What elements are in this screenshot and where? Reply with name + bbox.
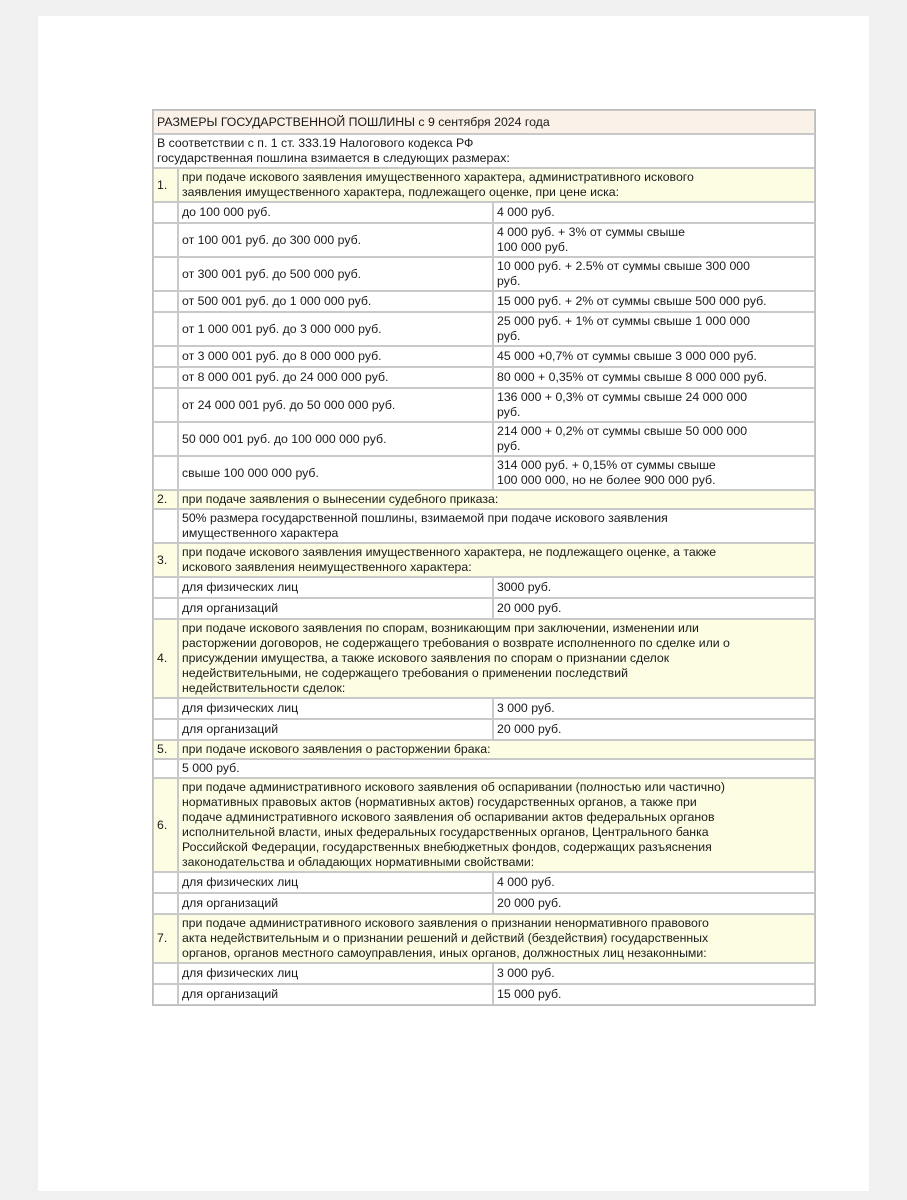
section-heading — [178, 168, 815, 202]
rate-row — [153, 984, 815, 1005]
blank-cell — [153, 422, 178, 456]
blank-cell — [153, 223, 178, 257]
section-heading — [178, 543, 815, 577]
full-cell — [178, 509, 815, 543]
blank-cell — [153, 509, 178, 543]
section-header-row — [153, 740, 815, 759]
text-line: 20 000 руб. — [497, 601, 562, 615]
section-number: 2. — [153, 490, 178, 509]
rate-row — [153, 872, 815, 893]
fee-cell — [493, 422, 815, 456]
rate-row — [153, 346, 815, 367]
document-page — [38, 16, 869, 1191]
rate-row — [153, 223, 815, 257]
text-line: 3 000 руб. — [497, 701, 555, 715]
rate-row — [153, 291, 815, 312]
section-heading — [178, 619, 815, 698]
text-line: при подаче административного искового заявления об оспаривании (полностью или частично) — [182, 780, 725, 794]
text-line: В соответствии с п. 1 ст. 333.19 Налогового кодекса РФ — [157, 136, 474, 150]
text-line: 100 000 руб. — [497, 240, 569, 254]
fee-cell — [493, 346, 815, 367]
blank-cell — [153, 456, 178, 490]
range-cell: от 300 001 руб. до 500 000 руб. — [178, 257, 493, 291]
section-number: 6. — [153, 778, 178, 872]
text-line: 214 000 + 0,2% от суммы свыше 50 000 000 — [497, 424, 748, 438]
rate-row — [153, 422, 815, 456]
text-line: органов, органов местного самоуправления, иных органов, должностных лиц незаконными: — [182, 946, 707, 960]
range-cell: для физических лиц — [178, 577, 493, 598]
title-row — [153, 110, 815, 134]
range-cell: от 24 000 001 руб. до 50 000 000 руб. — [178, 388, 493, 422]
text-line: 20 000 руб. — [497, 722, 562, 736]
rate-row — [153, 893, 815, 914]
text-line: 4 000 руб. — [497, 205, 555, 219]
range-cell: для организаций — [178, 984, 493, 1005]
section-number: 3. — [153, 543, 178, 577]
text-line: 136 000 + 0,3% от суммы свыше 24 000 000 — [497, 390, 748, 404]
fee-cell — [493, 367, 815, 388]
section-header-row — [153, 914, 815, 963]
rate-row — [153, 719, 815, 740]
text-line: 100 000 000, но не более 900 000 руб. — [497, 473, 716, 487]
blank-cell — [153, 598, 178, 619]
section-heading — [178, 490, 815, 509]
title-cell: РАЗМЕРЫ ГОСУДАРСТВЕННОЙ ПОШЛИНЫ с 9 сентября 2024 года — [153, 110, 815, 134]
section-number: 7. — [153, 914, 178, 963]
section-header-row — [153, 619, 815, 698]
text-line: при подаче искового заявления имущественного характера, административного искового — [182, 170, 694, 184]
fee-cell — [493, 202, 815, 223]
text-line: при подаче искового заявления о расторжении брака: — [182, 742, 491, 756]
fee-cell — [493, 598, 815, 619]
fee-cell — [493, 719, 815, 740]
fee-table — [152, 109, 816, 1006]
text-line: 10 000 руб. + 2.5% от суммы свыше 300 000 — [497, 259, 750, 273]
section-header-row — [153, 168, 815, 202]
blank-cell — [153, 257, 178, 291]
text-line: при подаче искового заявления имущественного характера, не подлежащего оценке, а также — [182, 545, 717, 559]
rate-row — [153, 456, 815, 490]
text-line: заявления имущественного характера, подлежащего оценке, при цене иска: — [182, 185, 620, 199]
text-line: 15 000 руб. + 2% от суммы свыше 500 000 руб. — [497, 294, 767, 308]
text-line: 15 000 руб. — [497, 987, 562, 1001]
section-header-row — [153, 543, 815, 577]
fee-cell — [493, 456, 815, 490]
fee-cell — [493, 257, 815, 291]
text-line: при подаче заявления о вынесении судебного приказа: — [182, 492, 499, 506]
text-line: акта недействительным и о признании решений и действий (бездействия) государственных — [182, 931, 709, 945]
blank-cell — [153, 312, 178, 346]
text-line: исполнительной власти, иных федеральных государственных органов, Центрального банка — [182, 825, 709, 839]
rate-row — [153, 312, 815, 346]
full-row — [153, 759, 815, 778]
blank-cell — [153, 719, 178, 740]
text-line: нормативных правовых актов (нормативных актов) государственных органов, а также при — [182, 795, 697, 809]
section-heading — [178, 740, 815, 759]
text-line: 25 000 руб. + 1% от суммы свыше 1 000 000 — [497, 314, 750, 328]
section-number: 4. — [153, 619, 178, 698]
text-line: имущественного характера — [182, 526, 339, 540]
text-line: 50% размера государственной пошлины, взимаемой при подаче искового заявления — [182, 511, 668, 525]
blank-cell — [153, 577, 178, 598]
range-cell: для организаций — [178, 598, 493, 619]
range-cell: от 8 000 001 руб. до 24 000 000 руб. — [178, 367, 493, 388]
text-line: 3 000 руб. — [497, 966, 555, 980]
blank-cell — [153, 698, 178, 719]
intro-cell — [153, 134, 815, 168]
fee-cell — [493, 223, 815, 257]
text-line: руб. — [497, 439, 521, 453]
fee-cell — [493, 963, 815, 984]
range-cell: для организаций — [178, 893, 493, 914]
blank-cell — [153, 759, 178, 778]
fee-cell — [493, 291, 815, 312]
rate-row — [153, 257, 815, 291]
blank-cell — [153, 872, 178, 893]
text-line: государственная пошлина взимается в следующих размерах: — [157, 151, 510, 165]
blank-cell — [153, 388, 178, 422]
fee-cell — [493, 312, 815, 346]
section-number: 5. — [153, 740, 178, 759]
range-cell: до 100 000 руб. — [178, 202, 493, 223]
fee-cell — [493, 984, 815, 1005]
text-line: искового заявления неимущественного характера: — [182, 560, 472, 574]
section-heading — [178, 914, 815, 963]
section-header-row — [153, 490, 815, 509]
text-line: 314 000 руб. + 0,15% от суммы свыше — [497, 458, 716, 472]
blank-cell — [153, 291, 178, 312]
range-cell: для физических лиц — [178, 872, 493, 893]
text-line: 4 000 руб. + 3% от суммы свыше — [497, 225, 686, 239]
range-cell: 50 000 001 руб. до 100 000 000 руб. — [178, 422, 493, 456]
section-number: 1. — [153, 168, 178, 202]
text-line: недействительности сделок: — [182, 681, 346, 695]
blank-cell — [153, 367, 178, 388]
rate-row — [153, 963, 815, 984]
fee-cell — [493, 872, 815, 893]
text-line: Российской Федерации, государственных внебюджетных фондов, содержащих разъяснения — [182, 840, 712, 854]
text-line: при подаче административного искового заявления о признании ненормативного правового — [182, 916, 709, 930]
fee-cell — [493, 698, 815, 719]
section-heading — [178, 778, 815, 872]
text-line: 3000 руб. — [497, 580, 552, 594]
range-cell: от 3 000 001 руб. до 8 000 000 руб. — [178, 346, 493, 367]
rate-row — [153, 598, 815, 619]
rate-row — [153, 367, 815, 388]
blank-cell — [153, 202, 178, 223]
fee-cell — [493, 577, 815, 598]
range-cell: для организаций — [178, 719, 493, 740]
range-cell: для физических лиц — [178, 698, 493, 719]
blank-cell — [153, 893, 178, 914]
text-line: расторжении договоров, не содержащего требования о возврате исполненного по сделке или о — [182, 636, 730, 650]
rate-row — [153, 388, 815, 422]
text-line: присуждении имущества, а также искового заявления по спорам о признании сделок — [182, 651, 670, 665]
text-line: руб. — [497, 329, 521, 343]
range-cell: от 100 001 руб. до 300 000 руб. — [178, 223, 493, 257]
text-line: 80 000 + 0,35% от суммы свыше 8 000 000 руб. — [497, 370, 768, 384]
text-line: 4 000 руб. — [497, 875, 555, 889]
range-cell: свыше 100 000 000 руб. — [178, 456, 493, 490]
text-line: 45 000 +0,7% от суммы свыше 3 000 000 руб. — [497, 349, 757, 363]
intro-row — [153, 134, 815, 168]
fee-cell — [493, 893, 815, 914]
text-line: недействительными, не содержащего требования о применении последствий — [182, 666, 628, 680]
rate-row — [153, 698, 815, 719]
rate-row — [153, 202, 815, 223]
text-line: при подаче искового заявления по спорам, возникающим при заключении, изменении или — [182, 621, 699, 635]
blank-cell — [153, 984, 178, 1005]
text-line: законодательства и обладающих нормативными свойствами: — [182, 855, 535, 869]
text-line: 20 000 руб. — [497, 896, 562, 910]
full-row — [153, 509, 815, 543]
fee-cell — [493, 388, 815, 422]
range-cell: от 500 001 руб. до 1 000 000 руб. — [178, 291, 493, 312]
range-cell: для физических лиц — [178, 963, 493, 984]
blank-cell — [153, 963, 178, 984]
full-cell — [178, 759, 815, 778]
rate-row — [153, 577, 815, 598]
text-line: руб. — [497, 405, 521, 419]
text-line: руб. — [497, 274, 521, 288]
blank-cell — [153, 346, 178, 367]
text-line: 5 000 руб. — [182, 761, 240, 775]
range-cell: от 1 000 001 руб. до 3 000 000 руб. — [178, 312, 493, 346]
text-line: подаче административного искового заявления об оспаривании актов федеральных органов — [182, 810, 715, 824]
section-header-row — [153, 778, 815, 872]
